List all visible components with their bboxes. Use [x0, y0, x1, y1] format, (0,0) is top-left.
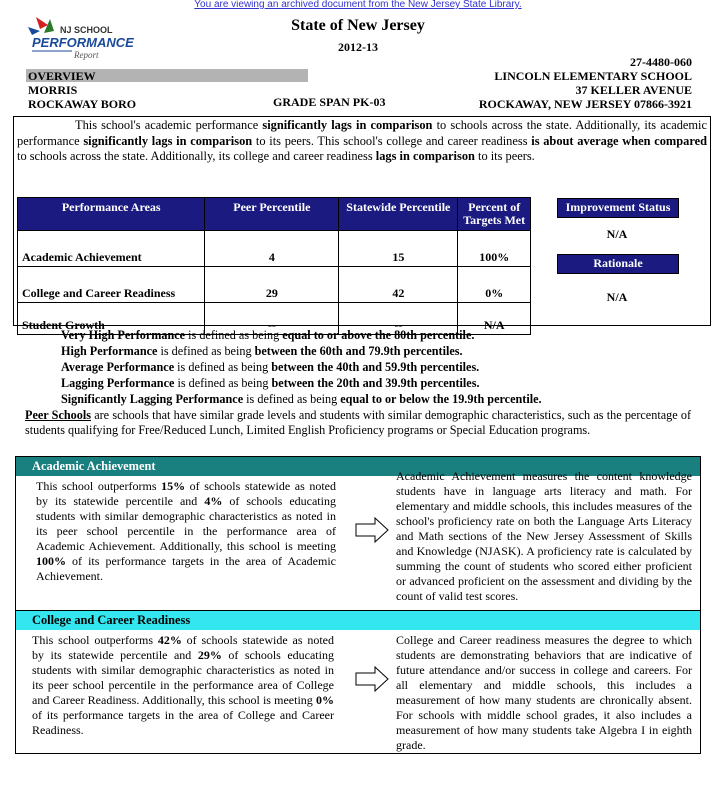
table-cell: 0% [458, 267, 531, 303]
rationale-header: Rationale [557, 254, 679, 274]
table-row [18, 267, 531, 303]
arrow-icon [355, 517, 389, 548]
svg-text:Report: Report [74, 50, 99, 60]
school-name: LINCOLN ELEMENTARY SCHOOL [494, 69, 692, 83]
archive-banner[interactable] [0, 0, 716, 10]
table-cell: 42 [339, 267, 458, 303]
summary-text: This school's academic performance significantly lags in comparison to schools across the state. Additionally, its academic performance significantly lags in comparison to its peers. This school's college and career readiness is about average when compared to schools across the state. Additionally, its college and career readiness lags in comparison to its peers. [17, 118, 708, 163]
grade-span: GRADE SPAN PK-03 [273, 95, 386, 109]
performance-definitions [61, 327, 542, 407]
definition-line: Very High Performance is defined as being equal to or above the 80th percentile. [61, 328, 475, 342]
performance-table [17, 197, 531, 335]
archive-link[interactable]: You are viewing an archived document from the New Jersey State Library. [194, 0, 522, 10]
peer-schools-note: Peer Schools are schools that have similar grade levels and students with similar demographic characteristics, such as the percentage of students qualifying for Free/Reduced Lunch, Limited English Proficiency programs or Special Education programs. [25, 408, 691, 437]
definition-line: Significantly Lagging Performance is defined as being equal to or below the 19.9th percentile. [61, 392, 542, 406]
col-header: Peer Percentile [205, 198, 339, 231]
definition-line: High Performance is defined as being between the 60th and 79.9th percentiles. [61, 344, 463, 358]
table-cell: Student Growth [18, 303, 205, 335]
college-career-readiness-summary: This school outperforms 42% of schools statewide as noted by its statewide percentile and 29% of schools educating students with similar demographic characteristics as noted in its peer school percentile in the performance area of College and Career Readiness. Additionally, this school is meeting 0% of its performance targets in the area of College and Career Readiness. [32, 633, 335, 737]
table-cell: Academic Achievement [18, 231, 205, 267]
improvement-status-value: N/A [606, 227, 628, 241]
college-career-readiness-header: College and Career Readiness [16, 611, 700, 630]
academic-achievement-description: Academic Achievement measures the content knowledge students have in language arts literacy and math. For elementary and middle schools, this includes measures of the school's proficiency rate on both the Language Arts Literacy and Math sections of the New Jersey Assessment of Skills and Knowledge (NJASK). A proficiency rate is calculated by summing the count of students who scored either proficient or advanced proficient on the assessment and dividing by the count of valid test scores. [396, 469, 692, 603]
school-address-city: ROCKAWAY, NEW JERSEY 07866-3921 [478, 97, 692, 111]
district-name: ROCKAWAY BORO [28, 97, 137, 111]
academic-achievement-summary: This school outperforms 15% of schools statewide as noted by its statewide percentile and 4% of schools educating students with similar demographic characteristics as noted in its peer school percentile in the performance area of Academic Achievement. Additionally, this school is meeting 100% of its performance targets in the area of Academic Achievement. [36, 479, 337, 583]
svg-text:NJ SCHOOL: NJ SCHOOL [60, 25, 113, 35]
table-cell: College and Career Readiness [18, 267, 205, 303]
college-career-readiness-section [15, 610, 701, 754]
table-cell: -- [339, 303, 458, 335]
table-header-row [18, 198, 531, 231]
table-cell: N/A [458, 303, 531, 335]
col-header: Statewide Percentile [339, 198, 458, 231]
definition-line: Lagging Performance is defined as being between the 20th and 39.9th percentiles. [61, 376, 480, 390]
academic-achievement-section [15, 456, 701, 614]
arrow-icon [355, 666, 389, 697]
table-cell: 4 [205, 231, 339, 267]
table-cell: 100% [458, 231, 531, 267]
state-title: State of New Jersey [291, 17, 425, 34]
col-header: Percent of Targets Met [458, 198, 531, 231]
table-cell: -- [205, 303, 339, 335]
table-cell: 15 [339, 231, 458, 267]
svg-text:PERFORMANCE: PERFORMANCE [32, 35, 134, 50]
academic-achievement-header: Academic Achievement [16, 457, 700, 476]
report-year: 2012-13 [338, 40, 378, 54]
definition-line: Average Performance is defined as being between the 40th and 59.9th percentiles. [61, 360, 480, 374]
county-name: MORRIS [28, 83, 78, 97]
college-career-readiness-description: College and Career readiness measures the degree to which students are demonstrating behaviors that are indicative of future attendance and/or success in college and careers. For all elementary and middle schools, this includes a measurement of how many students are chronically absent. For schools with middle school grades, it also includes a measurement of how many students take Algebra I in eighth grade. [396, 633, 692, 752]
school-address-street: 37 KELLER AVENUE [575, 83, 692, 97]
improvement-status-header: Improvement Status [557, 198, 679, 218]
col-header: Performance Areas [18, 198, 205, 231]
overview-label: OVERVIEW [28, 69, 96, 83]
rationale-value: N/A [606, 290, 628, 304]
table-row [18, 231, 531, 267]
table-cell: 29 [205, 267, 339, 303]
school-code: 27-4480-060 [630, 55, 692, 69]
